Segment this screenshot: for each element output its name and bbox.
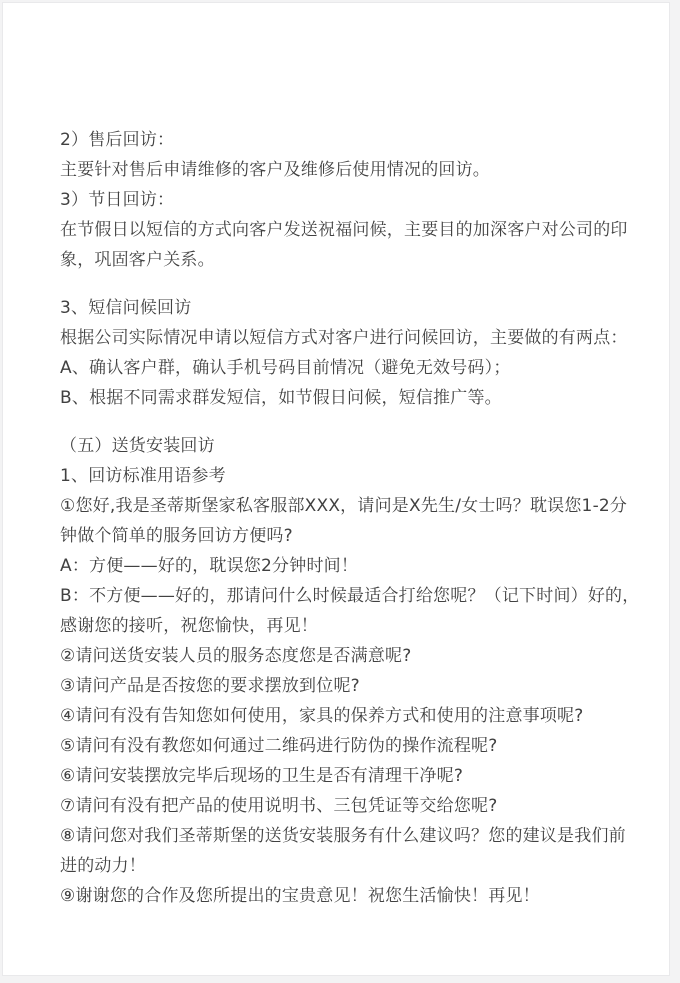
text-line: 3、短信问候回访 (60, 298, 192, 318)
text-line: ⑨谢谢您的合作及您所提出的宝贵意见！祝您生活愉快！再见！ (60, 886, 540, 906)
text-line: ⑤请问有没有教您如何通过二维码进行防伪的操作流程呢? (60, 736, 498, 756)
document-section-aftersales-and-festival-callback (60, 125, 635, 275)
text-line: 钟做个简单的服务回访方便吗? (60, 526, 293, 546)
text-line: 象，巩固客户关系。 (60, 250, 215, 270)
text-line: 在节假日以短信的方式向客户发送祝福问候，主要目的加深客户对公司的印 (60, 220, 628, 240)
document-content (60, 125, 640, 911)
text-line: 根据公司实际情况申请以短信方式对客户进行问候回访，主要做的有两点： (60, 328, 628, 348)
document-page (2, 2, 670, 976)
text-line: A、确认客户群，确认手机号码目前情况（避免无效号码）； (60, 358, 511, 378)
document-section-sms-greeting-callback (60, 293, 635, 413)
text-line: （五）送货安装回访 (60, 436, 215, 456)
text-line: ⑦请问有没有把产品的使用说明书、三包凭证等交给您呢? (60, 796, 498, 816)
text-line: ④请问有没有告知您如何使用，家具的保养方式和使用的注意事项呢? (60, 706, 584, 726)
text-line: ⑧请问您对我们圣蒂斯堡的送货安装服务有什么建议吗？您的建议是我们前 (60, 826, 626, 846)
text-line: ③请问产品是否按您的要求摆放到位呢? (60, 676, 360, 696)
text-line: 感谢您的接听，祝您愉快，再见！ (60, 616, 318, 636)
text-line: ①您好,我是圣蒂斯堡家私客服部XXX，请问是X先生/女士吗？耽误您1-2分 (60, 496, 628, 516)
text-line: A：方便——好的，耽误您2分钟时间！ (60, 556, 359, 576)
document-section-delivery-installation-callback (60, 431, 640, 911)
text-line: ②请问送货安装人员的服务态度您是否满意呢? (60, 646, 412, 666)
text-line: B、根据不同需求群发短信，如节假日问候，短信推广等。 (60, 388, 502, 408)
text-line: 进的动力！ (60, 856, 146, 876)
text-line: 1、回访标准用语参考 (60, 466, 226, 486)
text-line: 主要针对售后申请维修的客户及维修后使用情况的回访。 (60, 160, 490, 180)
text-line: 3）节日回访： (60, 190, 175, 210)
text-line: B：不方便——好的，那请问什么时候最适合打给您呢？（记下时间）好的， (60, 586, 640, 606)
text-line: ⑥请问安装摆放完毕后现场的卫生是否有清理干净呢? (60, 766, 464, 786)
text-line: 2）售后回访： (60, 130, 175, 150)
